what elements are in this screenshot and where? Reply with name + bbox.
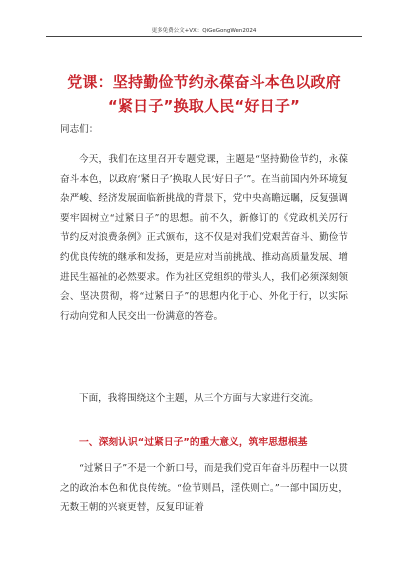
- document-title: [36, 70, 372, 118]
- paragraph-transition: 下面，我将围绕这个主题，从三个方面与大家进行交流。: [79, 393, 319, 404]
- greeting: 同志们：: [60, 124, 99, 135]
- paragraph-opening: 今天，我们在这里召开专题党课，主题是“坚持勤俭节约，永葆奋斗本色，以政府‘紧日子’换取人民‘好日子’”。在当前国内外环境复杂严峻、经济发展面临新挑战的背景下，党中央高瞻远瞩，反复强调要牢固树立“过紧日子”的思想。前不久，新修订的《党政机关厉行节约反对浪费条例》正式颁布，这不仅是对我们党艰苦奋斗、勤俭节约优良传统的继承和发扬，更是应对当前挑战、推动高质量发展、增进民生福祉的必然要求。作为社区党组织的带头人，我们必须深刻领会、坚决贯彻，将“过紧日子”的思想内化于心、外化于行，以实际行动向党和人民交出一份满意的答卷。: [60, 154, 348, 322]
- header-divider: [46, 36, 362, 37]
- header-note: 更多免费公文+VX：QiGeGongWen2024: [151, 28, 257, 34]
- section-heading-1: 一、深刻认识“过紧日子”的重大意义，筑牢思想根基: [79, 437, 308, 448]
- title-line-2: “紧日子”换取人民“好日子”: [107, 97, 301, 115]
- title-line-1: 党课：坚持勤俭节约永葆奋斗本色以政府: [67, 73, 341, 91]
- paragraph-section-1: “过紧日子”不是一个新口号，而是我们党百年奋斗历程中一以贯之的政治本色和优良传统。“俭节则昌，淫佚则亡。”一部中国历史，无数王朝的兴衰更替，反复印证着: [60, 463, 348, 514]
